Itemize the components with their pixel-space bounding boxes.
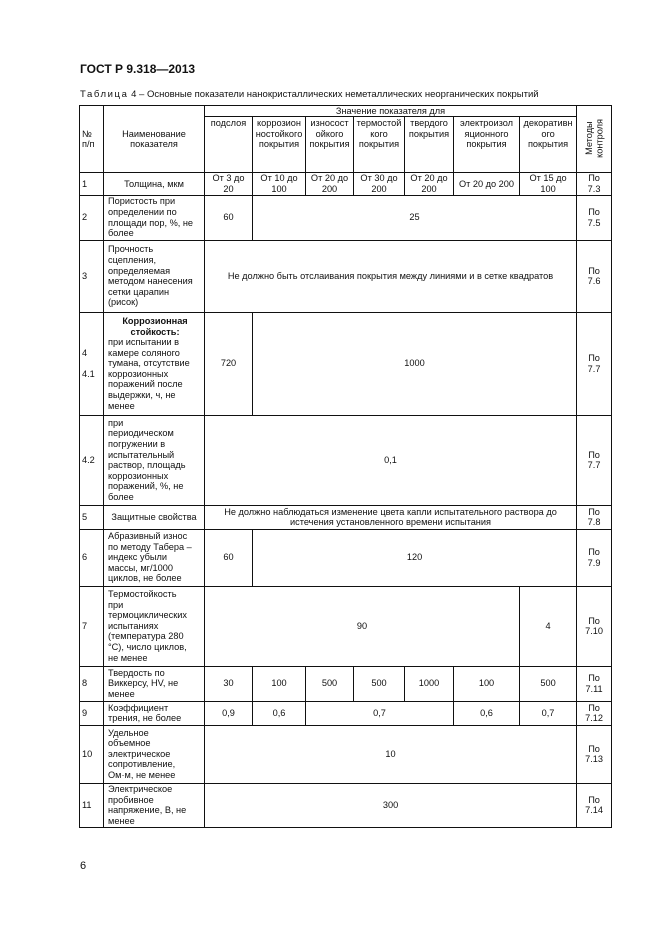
- row-method: По 7.12: [577, 701, 612, 725]
- row-num: 4 4.1: [80, 312, 104, 415]
- row-value: От 10 до 100: [253, 173, 306, 195]
- table-row: [80, 505, 612, 529]
- row-value: От 3 до 20: [205, 173, 253, 195]
- row-value: 300: [205, 783, 577, 827]
- row-num: 1: [80, 173, 104, 195]
- row-num: 8: [80, 666, 104, 701]
- header-sub-decorative: декоративн ого покрытия: [520, 117, 577, 173]
- row-value: 120: [253, 529, 577, 586]
- row-method: По 7.6: [577, 240, 612, 312]
- row-value: От 30 до 200: [354, 173, 405, 195]
- row-value: 720: [205, 312, 253, 415]
- row-value: Не должно быть отслаивания покрытия между линиями и в сетке квадратов: [205, 240, 577, 312]
- row-value: 500: [354, 666, 405, 701]
- table-row: [80, 586, 612, 666]
- row-value: 500: [520, 666, 577, 701]
- row-name: Коэффициент трения, не более: [104, 701, 205, 725]
- row-num: 7: [80, 586, 104, 666]
- row-value: 90: [205, 586, 520, 666]
- row-name: Абразивный износ по методу Табера – индекс убыли массы, мг/1000 циклов, не более: [104, 529, 205, 586]
- row-name: Прочность сцепления, определяемая методом нанесения сетки царапин (рисок): [104, 240, 205, 312]
- row-name: Твердость по Виккерсу, HV, не менее: [104, 666, 205, 701]
- table-row: [80, 666, 612, 701]
- table-caption-label: Таблица: [80, 89, 129, 100]
- row-method: По 7.7: [577, 312, 612, 415]
- header-sub-insulating: электроизол яционного покрытия: [454, 117, 520, 173]
- header-num: № п/п: [80, 106, 104, 173]
- page-number: 6: [80, 860, 87, 872]
- row-value: 60: [205, 529, 253, 586]
- row-num: 11: [80, 783, 104, 827]
- table-row: [80, 783, 612, 827]
- table-row: [80, 415, 612, 505]
- row-method: По 7.10: [577, 586, 612, 666]
- row-value: 0,7: [520, 701, 577, 725]
- table-row: [80, 240, 612, 312]
- table-row: [80, 312, 612, 415]
- row-value: Не должно наблюдаться изменение цвета капли испытательного раствора до истечения установленного времени испытания: [205, 505, 577, 529]
- row-method: По 7.9: [577, 529, 612, 586]
- table-row: [80, 195, 612, 240]
- row-name: Защитные свойства: [104, 505, 205, 529]
- row-value: 0,6: [454, 701, 520, 725]
- row-value: 0,9: [205, 701, 253, 725]
- row-num: 6: [80, 529, 104, 586]
- row-num: 5: [80, 505, 104, 529]
- row-name: Толщина, мкм: [104, 173, 205, 195]
- row-method: По 7.5: [577, 195, 612, 240]
- header-sub-hard: твердого покрытия: [405, 117, 454, 173]
- row-num: 10: [80, 725, 104, 783]
- document-standard-header: ГОСТ Р 9.318—2013: [80, 62, 196, 76]
- row-num: 3: [80, 240, 104, 312]
- header-sub-underlayer: подслоя: [205, 117, 253, 173]
- row-method: По 7.3: [577, 173, 612, 195]
- row-name: при периодическом погружении в испытательный раствор, площадь коррозионных поражений, %, не более: [104, 415, 205, 505]
- table-caption-number: 4: [131, 89, 137, 100]
- row-value: 4: [520, 586, 577, 666]
- row-method: По 7.8: [577, 505, 612, 529]
- row-value: От 20 до 200: [454, 173, 520, 195]
- row-value: 0,7: [306, 701, 454, 725]
- header-sub-thermal: термостой кого покрытия: [354, 117, 405, 173]
- row-name: Пористость при определении по площади пор, %, не более: [104, 195, 205, 240]
- row-name-cell: [104, 312, 205, 415]
- row-value: 100: [253, 666, 306, 701]
- row-value: От 20 до 200: [405, 173, 454, 195]
- header-method-cell: [577, 106, 612, 173]
- header-sub-wear: износост ойкого покрытия: [306, 117, 354, 173]
- table-row: [80, 529, 612, 586]
- table-caption-title: – Основные показатели нанокристаллических неметаллических неорганических покрытий: [139, 89, 539, 100]
- row-method: По 7.11: [577, 666, 612, 701]
- row-num: 9: [80, 701, 104, 725]
- row-name: Удельное объемное электрическое сопротивление, Ом·м, не менее: [104, 725, 205, 783]
- row-value: 500: [306, 666, 354, 701]
- row-name: при испытании в камере соляного тумана, отсутствие коррозионных поражений после выдержки, ч, не менее: [108, 337, 190, 411]
- row-value: 25: [253, 195, 577, 240]
- row-value: 1000: [405, 666, 454, 701]
- row-value: 0,6: [253, 701, 306, 725]
- table-row: [80, 701, 612, 725]
- row-name: Термостойкость при термоциклических испытаниях (температура 280 °С), число циклов, не менее: [104, 586, 205, 666]
- row-method: По 7.7: [577, 415, 612, 505]
- row-num: 2: [80, 195, 104, 240]
- row-method: По 7.14: [577, 783, 612, 827]
- header-name: Наименование показателя: [104, 106, 205, 173]
- row-value: От 15 до 100: [520, 173, 577, 195]
- row-value: 60: [205, 195, 253, 240]
- table-caption: [80, 89, 539, 100]
- row-value: 100: [454, 666, 520, 701]
- row-value: От 20 до 200: [306, 173, 354, 195]
- indicators-table: [79, 105, 612, 828]
- row-value: 30: [205, 666, 253, 701]
- row-name: Электрическое пробивное напряжение, В, не менее: [104, 783, 205, 827]
- row-num: 4.2: [80, 415, 104, 505]
- header-method: Методы контроля: [583, 118, 605, 158]
- header-value-group: Значение показателя для: [205, 106, 577, 117]
- row-name-title: Коррозионная стойкость:: [122, 315, 188, 337]
- table-row: [80, 173, 612, 195]
- row-value: 10: [205, 725, 577, 783]
- row-method: По 7.13: [577, 725, 612, 783]
- header-sub-corrosion: коррозион ностойкого покрытия: [253, 117, 306, 173]
- table-row: [80, 725, 612, 783]
- row-value: 1000: [253, 312, 577, 415]
- row-value: 0,1: [205, 415, 577, 505]
